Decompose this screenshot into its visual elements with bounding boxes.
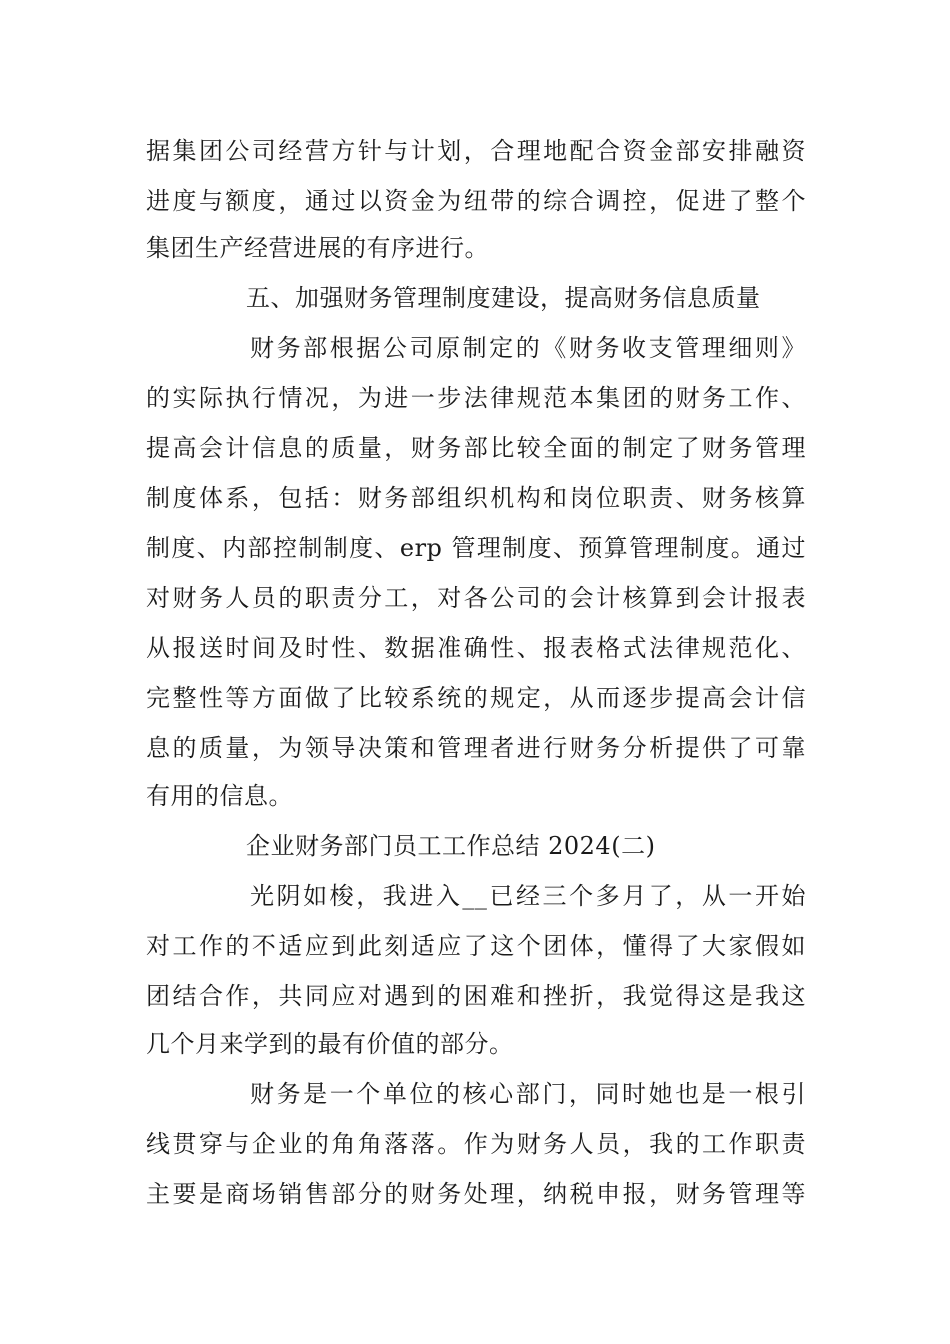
paragraph-line: 主要是商场销售部分的财务处理，纳税申报，财务管理等 xyxy=(146,1180,806,1208)
paragraph-line: 财务是一个单位的核心部门，同时她也是一根引 xyxy=(250,1080,806,1108)
paragraph-line: 的实际执行情况，为进一步法律规范本集团的财务工作、 xyxy=(146,384,806,412)
section-heading: 五、加强财务管理制度建设，提高财务信息质量 xyxy=(246,284,761,312)
paragraph-line: 息的质量，为领导决策和管理者进行财务分析提供了可靠 xyxy=(146,734,806,762)
paragraph-line: 制度体系，包括：财务部组织机构和岗位职责、财务核算 xyxy=(146,484,806,512)
paragraph-line: 集团生产经营进展的有序进行。 xyxy=(146,234,489,262)
paragraph-line: 对工作的不适应到此刻适应了这个团体，懂得了大家假如 xyxy=(146,932,806,960)
paragraph-line: 据集团公司经营方针与计划，合理地配合资金部安排融资 xyxy=(146,137,806,165)
paragraph-line: 从报送时间及时性、数据准确性、报表格式法律规范化、 xyxy=(146,634,806,662)
document-title: 企业财务部门员工工作总结 2024(二) xyxy=(246,832,656,860)
paragraph-line: 光阴如梭，我进入__已经三个多月了，从一开始 xyxy=(250,882,806,910)
paragraph-line: 有用的信息。 xyxy=(146,782,293,810)
paragraph-line: 制度、内部控制制度、erp 管理制度、预算管理制度。通过 xyxy=(146,534,806,562)
paragraph-line: 完整性等方面做了比较系统的规定，从而逐步提高会计信 xyxy=(146,684,806,712)
paragraph-line: 团结合作，共同应对遇到的困难和挫折，我觉得这是我这 xyxy=(146,982,806,1010)
paragraph-line: 进度与额度，通过以资金为纽带的综合调控，促进了整个 xyxy=(146,187,806,215)
paragraph-line: 线贯穿与企业的角角落落。作为财务人员，我的工作职责 xyxy=(146,1130,806,1158)
paragraph-line: 几个月来学到的最有价值的部分。 xyxy=(146,1030,514,1058)
paragraph-line: 对财务人员的职责分工，对各公司的会计核算到会计报表 xyxy=(146,584,806,612)
paragraph-line: 提高会计信息的质量，财务部比较全面的制定了财务管理 xyxy=(146,434,806,462)
paragraph-line: 财务部根据公司原制定的《财务收支管理细则》 xyxy=(250,334,806,362)
